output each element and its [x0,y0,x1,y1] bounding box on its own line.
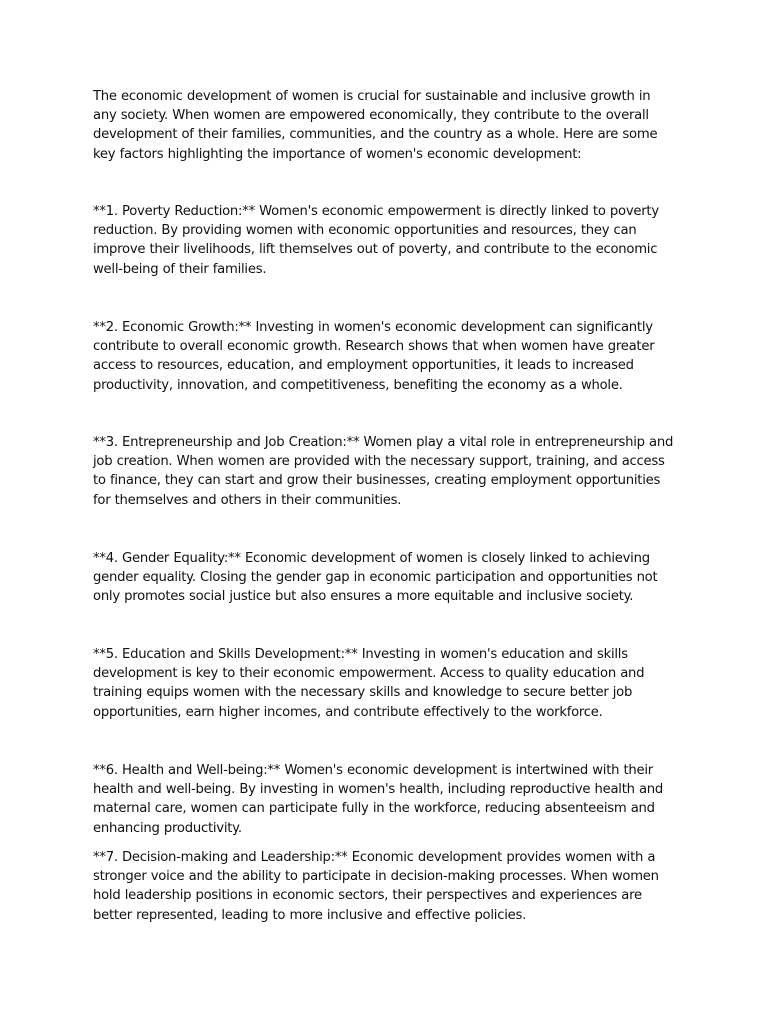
point-education-skills: **5. Education and Skills Development:** Investing in women's education and skills development is key to their economic empowerment. Access to quality education and training equips women with the necessary skills and knowledge to secure better job opportunities, earn higher incomes, and contribute effectively to the workforce. [93,647,645,720]
point-economic-growth: **2. Economic Growth:** Investing in women's economic development can significantly contribute to overall economic growth. Research shows that when women have greater access to resources, education, and employment opportunities, it leads to increased productivity, innovation, and competitiveness, benefiting the economy as a whole. [93,320,655,393]
point-gender-equality: **4. Gender Equality:** Economic development of women is closely linked to achieving gender equality. Closing the gender gap in economic participation and opportunities not only promotes social justice but also ensures a more equitable and inclusive society. [93,551,658,605]
point-decision-making: **7. Decision-making and Leadership:** Economic development provides women with a stronger voice and the ability to participate in decision-making processes. When women hold leadership positions in economic sectors, their perspectives and experiences are better represented, leading to more inclusive and effective policies. [93,850,659,923]
point-entrepreneurship: **3. Entrepreneurship and Job Creation:** Women play a vital role in entrepreneurship and job creation. When women are provided with the necessary support, training, and access to finance, they can start and grow their businesses, creating employment opportunities for themselves and others in their communities. [93,435,674,508]
point-poverty-reduction: **1. Poverty Reduction:** Women's economic empowerment is directly linked to poverty reduction. By providing women with economic opportunities and resources, they can improve their livelihoods, lift themselves out of poverty, and contribute to the economic well-being of their families. [93,204,659,277]
point-health-wellbeing: **6. Health and Well-being:** Women's economic development is intertwined with their health and well-being. By investing in women's health, including reproductive health and maternal care, women can participate fully in the workforce, reducing absenteeism and enhancing productivity. [93,763,664,836]
intro-paragraph: The economic development of women is crucial for sustainable and inclusive growth in any society. When women are empowered economically, they contribute to the overall development of their families, communities, and the country as a whole. Here are some key factors highlighting the importance of women's economic development: [93,89,658,162]
